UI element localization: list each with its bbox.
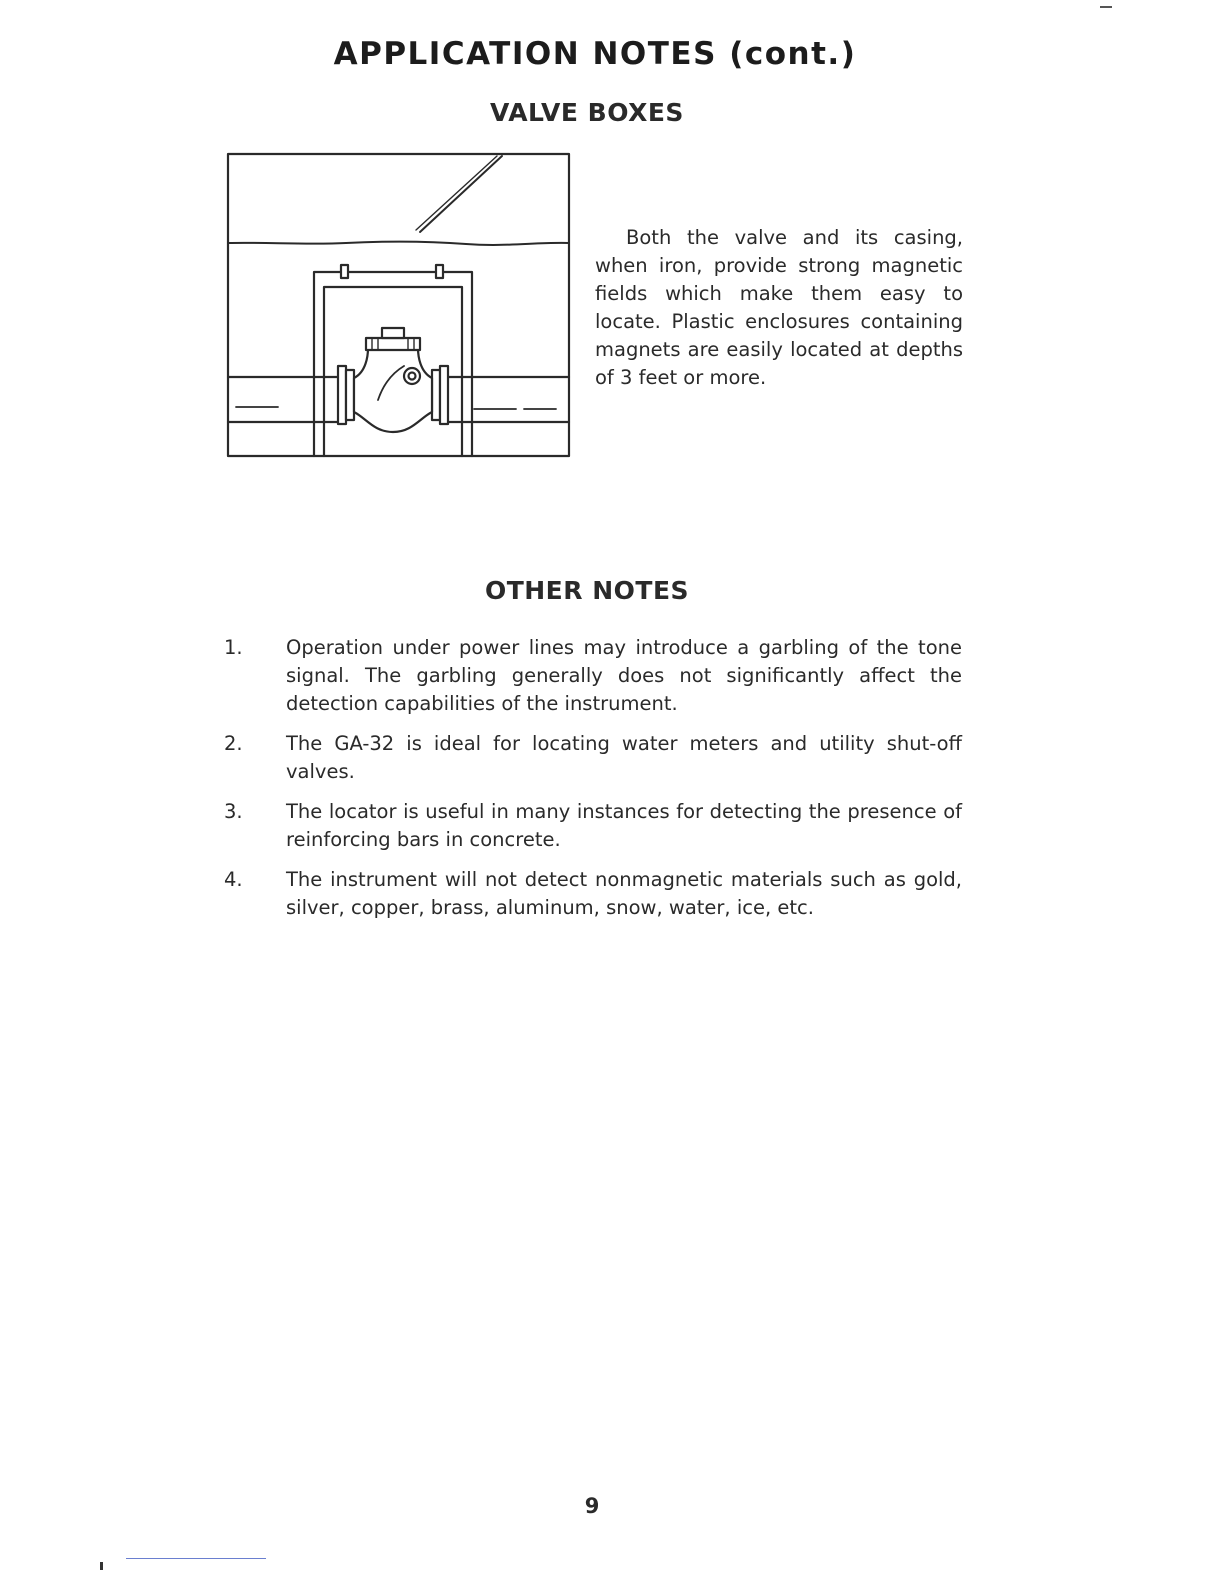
- page-number: 9: [584, 1494, 600, 1518]
- valve-box-drawing: [226, 150, 572, 460]
- list-item: [224, 798, 962, 854]
- other-notes-list: [224, 634, 962, 934]
- note-number: 4.: [224, 868, 243, 891]
- list-item: [224, 634, 962, 718]
- valve-box-illustration: [226, 150, 572, 460]
- valve-boxes-heading: VALVE BOXES: [490, 98, 684, 127]
- other-notes-heading: OTHER NOTES: [484, 576, 690, 605]
- list-item: [224, 730, 962, 786]
- scan-mark: [100, 1562, 103, 1570]
- note-number: 2.: [224, 732, 243, 755]
- note-text: Operation under power lines may introduce a garbling of the tone signal. The garbling generally does not significantly affect the detection capabilities of the instrument.: [286, 636, 962, 715]
- corner-mark: [1100, 6, 1112, 8]
- page-title: APPLICATION NOTES (cont.): [333, 36, 857, 72]
- note-text: The locator is useful in many instances for detecting the presence of reinforcing bars in concrete.: [286, 800, 962, 851]
- note-number: 1.: [224, 636, 243, 659]
- list-item: [224, 866, 962, 922]
- footer-rule: [126, 1558, 266, 1559]
- valve-boxes-description: Both the valve and its casing, when iron, provide strong magnetic fields which make them easy to locate. Plastic enclosures containing magnets are easily located at depths of 3 feet or more.: [595, 226, 963, 389]
- note-number: 3.: [224, 800, 243, 823]
- note-text: The GA-32 is ideal for locating water meters and utility shut-off valves.: [286, 732, 962, 783]
- note-text: The instrument will not detect nonmagnetic materials such as gold, silver, copper, brass, aluminum, snow, water, ice, etc.: [286, 868, 962, 919]
